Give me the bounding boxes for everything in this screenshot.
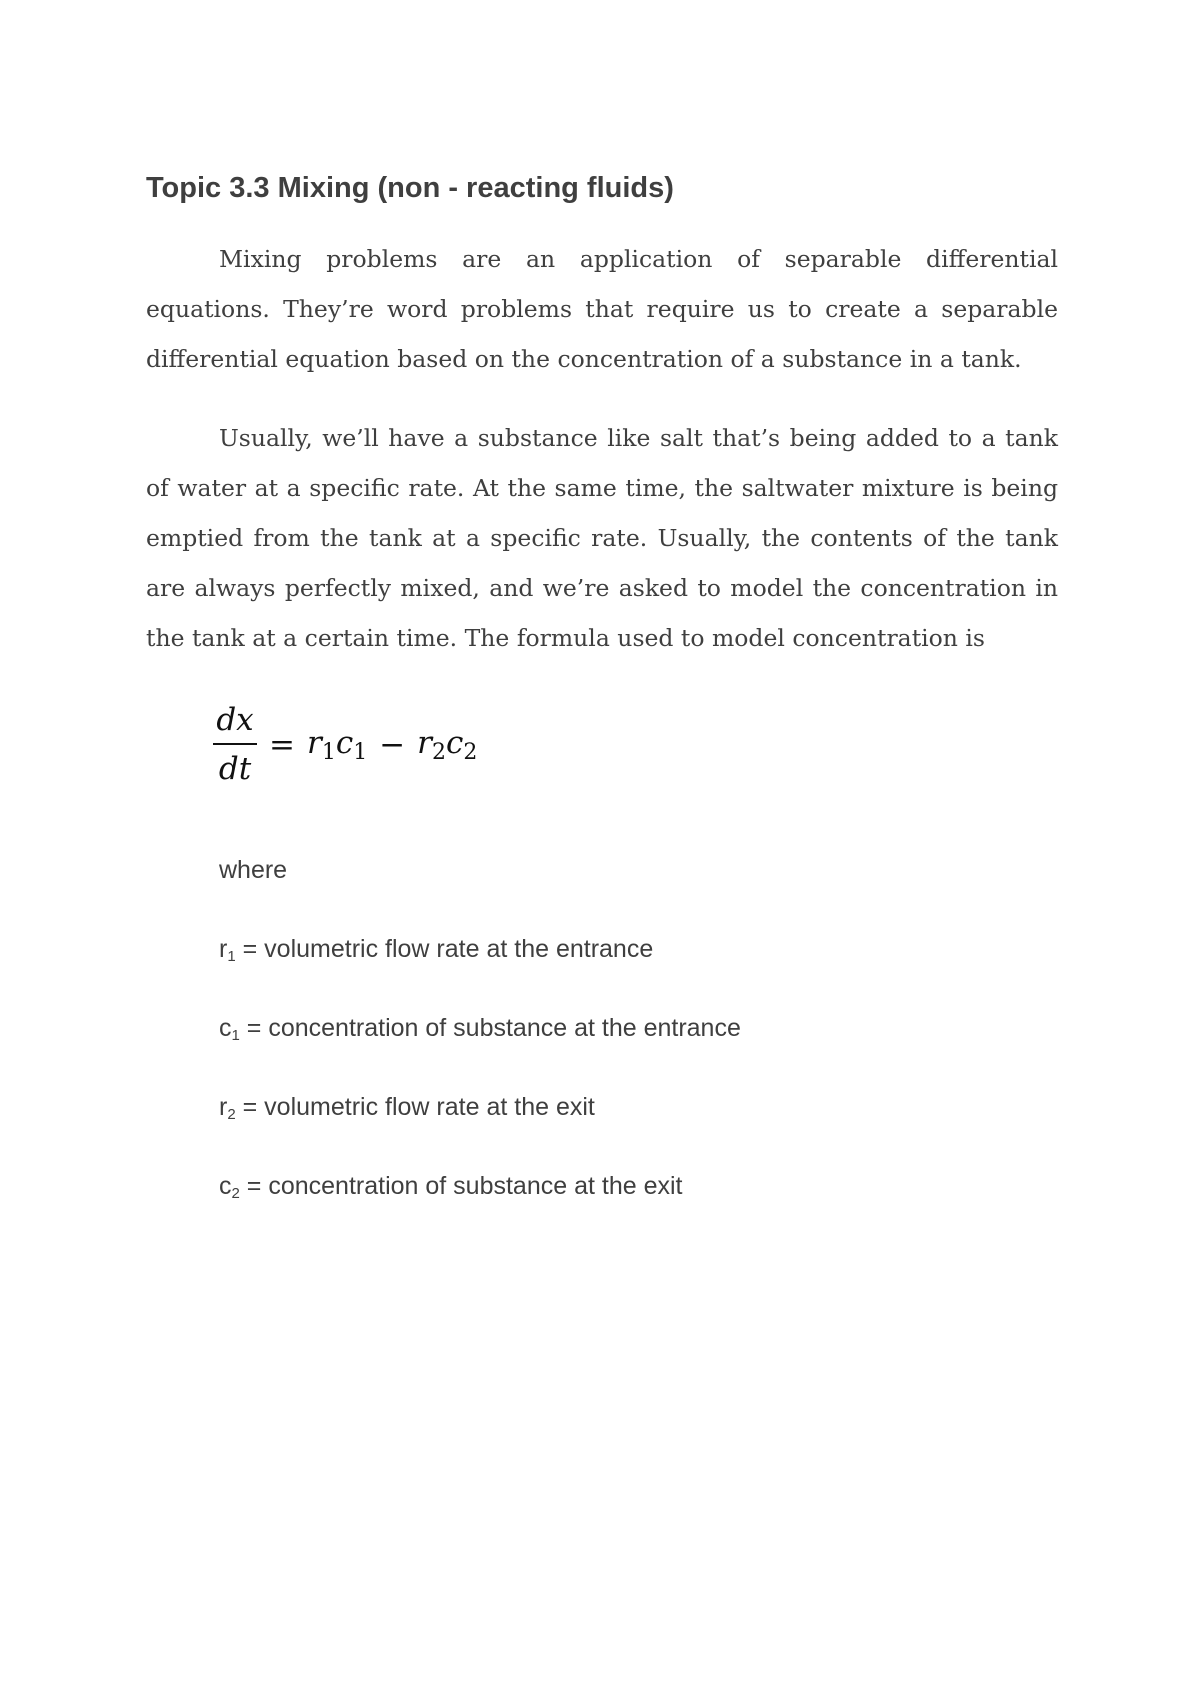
definition-subscript: 1 bbox=[227, 948, 236, 965]
definition-subscript: 2 bbox=[231, 1185, 240, 1202]
concentration-formula bbox=[213, 695, 477, 795]
inflow-term bbox=[307, 725, 367, 765]
outflow-term bbox=[417, 725, 477, 765]
inflow-concentration-subscript: 1 bbox=[353, 740, 368, 765]
outflow-concentration-subscript: 2 bbox=[463, 740, 478, 765]
outflow-concentration-symbol: c bbox=[446, 725, 464, 761]
definition-symbol: r bbox=[219, 935, 228, 963]
definition-subscript: 1 bbox=[231, 1027, 240, 1044]
inflow-concentration-symbol: c bbox=[335, 725, 354, 761]
definition-c2 bbox=[219, 1172, 741, 1251]
definition-text: = volumetric flow rate at the exit bbox=[235, 1093, 595, 1121]
definition-subscript: 2 bbox=[227, 1106, 236, 1123]
equals-sign: = bbox=[269, 727, 295, 763]
definition-r1 bbox=[219, 935, 741, 1014]
definition-c1 bbox=[219, 1014, 741, 1093]
inflow-rate-subscript: 1 bbox=[321, 740, 336, 765]
definition-symbol: c bbox=[219, 1172, 232, 1200]
intro-paragraph: Mixing problems are an application of separable differential equations. They’re word problems that require us to create a separable differential equation based on the concentration of a substance in a tank. bbox=[146, 245, 1058, 373]
outflow-rate-symbol: r bbox=[417, 725, 432, 761]
outflow-rate-subscript: 2 bbox=[432, 740, 446, 765]
fraction-denominator: dt bbox=[218, 751, 252, 787]
fraction-numerator: dx bbox=[216, 702, 254, 738]
definition-r2 bbox=[219, 1093, 741, 1172]
inflow-rate-symbol: r bbox=[306, 725, 322, 761]
definition-text: = concentration of substance at the exit bbox=[239, 1172, 683, 1200]
variable-definitions bbox=[219, 856, 741, 1251]
minus-sign: − bbox=[379, 727, 406, 763]
derivative-fraction bbox=[213, 702, 257, 787]
explanation-paragraph: Usually, we’ll have a substance like salt that’s being added to a tank of water at a specific rate. At the same time, the saltwater mixture is being emptied from the tank at a specific rate. Usually, the contents of the tank are always perfectly mixed, and we’re asked to model the concentration in the tank at a certain time. The formula used to model concentration is bbox=[146, 424, 1058, 652]
definition-text: = concentration of substance at the entrance bbox=[239, 1014, 741, 1042]
where-label: where bbox=[219, 856, 288, 884]
page-title: Topic 3.3 Mixing (non - reacting fluids) bbox=[146, 172, 674, 204]
definition-text: = volumetric flow rate at the entrance bbox=[235, 935, 654, 963]
definition-symbol: c bbox=[219, 1014, 232, 1042]
definition-symbol: r bbox=[219, 1093, 228, 1121]
